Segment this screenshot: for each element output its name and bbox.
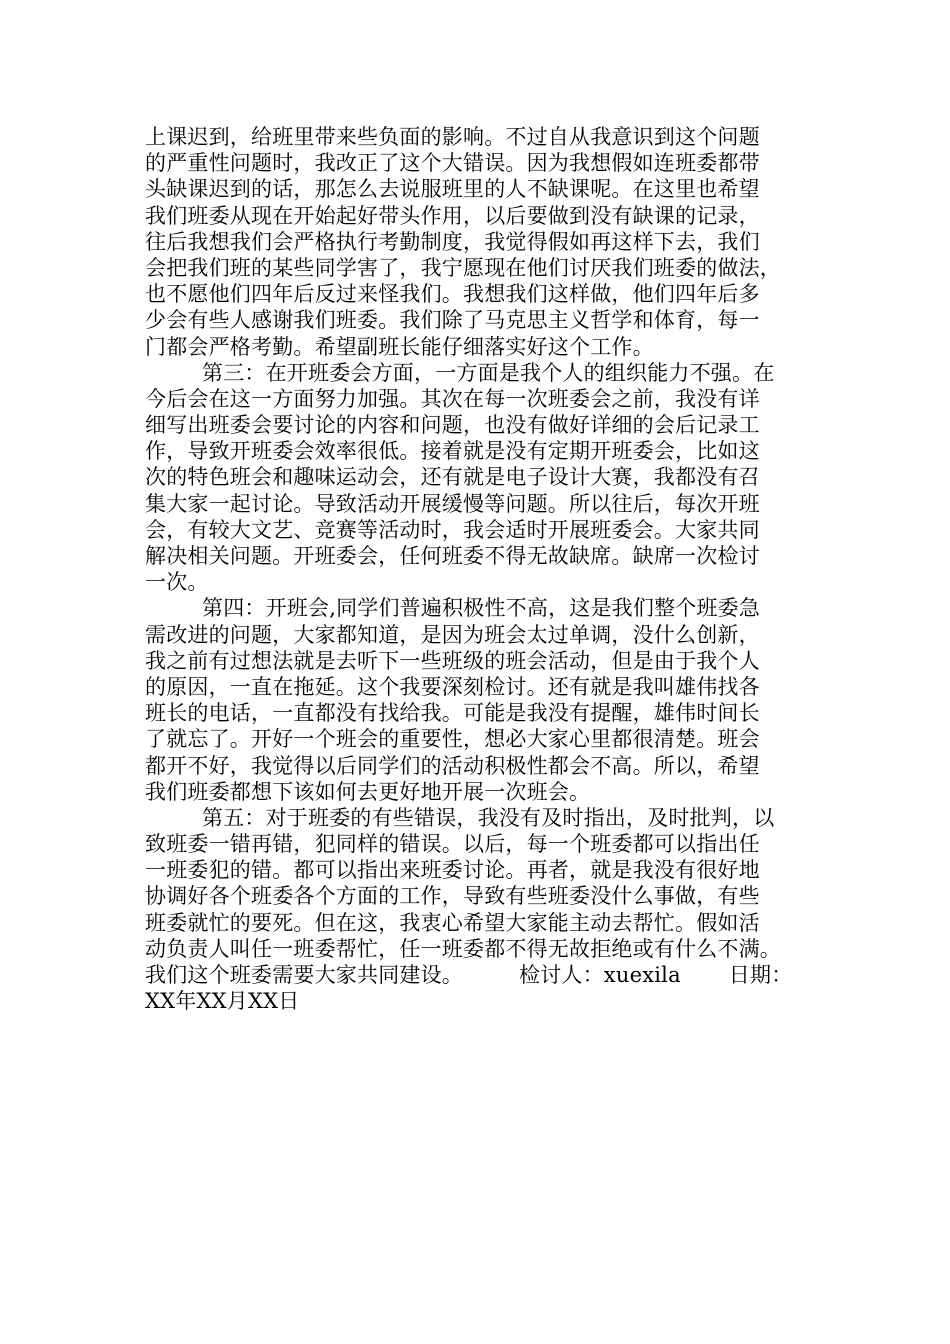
paragraph-fourth-start: 第四：开班会,同学们普遍积极性不高，这是我们整个班委急 (202, 596, 761, 621)
text-line: 需改进的问题，大家都知道，是因为班会太过单调，没什么创新， (145, 622, 760, 647)
text-line: 致班委一错再错，犯同样的错误。以后，每一个班委都可以指出任 (145, 832, 760, 857)
text-line: 班委就忙的要死。但在这，我衷心希望大家能主动去帮忙。假如活 (145, 910, 760, 935)
text-line: 往后我想我们会严格执行考勤制度，我觉得假如再这样下去，我们 (145, 229, 760, 254)
text-line: 的严重性问题时，我改正了这个大错误。因为我想假如连班委都带 (145, 151, 760, 176)
document-body (145, 124, 835, 1014)
text-line: 我之前有过想法就是去听下一些班级的班会活动，但是由于我个人 (145, 648, 760, 673)
text-line: 一次。 (145, 570, 209, 595)
text-line: 会，有较大文艺、竞赛等活动时，我会适时开展班委会。大家共同 (145, 517, 760, 542)
text-line: 上课迟到，给班里带来些负面的影响。不过自从我意识到这个问题 (145, 125, 760, 149)
text-line: 门都会严格考勤。希望副班长能仔细落实好这个工作。 (145, 334, 654, 359)
text-line: 头缺课迟到的话，那怎么去说服班里的人不缺课呢。在这里也希望 (145, 177, 760, 202)
closing-line (145, 962, 835, 988)
signer: 检讨人：xuexila (519, 963, 681, 987)
text-line: 细写出班委会要讨论的内容和问题，也没有做好详细的会后记录工 (145, 413, 760, 438)
date-value: XX年XX月XX日 (145, 989, 300, 1014)
paragraph-fifth-start: 第五：对于班委的有些错误，我没有及时指出，及时批判，以 (202, 805, 775, 830)
text-line: 会把我们班的某些同学害了，我宁愿现在他们讨厌我们班委的做法， (145, 255, 781, 280)
text-line: 了就忘了。开好一个班会的重要性，想必大家心里都很清楚。班会 (145, 727, 760, 752)
text-line: 集大家一起讨论。导致活动开展缓慢等问题。所以往后，每次开班 (145, 491, 760, 516)
text-line: 协调好各个班委各个方面的工作，导致有些班委没什么事做，有些 (145, 884, 760, 909)
date-label: 日期： (728, 963, 793, 987)
text-line: 的原因，一直在拖延。这个我要深刻检讨。还有就是我叫雄伟找各 (145, 674, 760, 699)
text-line: 次的特色班会和趣味运动会，还有就是电子设计大赛，我都没有召 (145, 465, 760, 490)
text-line: 一班委犯的错。都可以指出来班委讨论。再者，就是我没有很好地 (145, 858, 760, 883)
text-line: 我们班委都想下该如何去更好地开展一次班会。 (145, 779, 591, 804)
closing-text: 我们这个班委需要大家共同建设。 (145, 963, 463, 987)
text-line: 也不愿他们四年后反过来怪我们。我想我们这样做，他们四年后多 (145, 282, 760, 307)
text-line: 少会有些人感谢我们班委。我们除了马克思主义哲学和体育，每一 (145, 308, 760, 333)
text-line: 作，导致开班委会效率很低。接着就是没有定期开班委会，比如这 (145, 439, 760, 464)
paragraph-third-start: 第三：在开班委会方面，一方面是我个人的组织能力不强。在 (202, 360, 775, 385)
text-line: 解决相关问题。开班委会，任何班委不得无故缺席。缺席一次检讨 (145, 544, 760, 568)
text-line: 我们班委从现在开始起好带头作用，以后要做到没有缺课的记录， (145, 203, 760, 228)
text-line: 都开不好，我觉得以后同学们的活动积极性都会不高。所以，希望 (145, 753, 760, 778)
text-line: 动负责人叫任一班委帮忙，任一班委都不得无故拒绝或有什么不满。 (145, 936, 781, 961)
text-line: 班长的电话，一直都没有找给我。可能是我没有提醒，雄伟时间长 (145, 701, 760, 726)
text-line: 今后会在这一方面努力加强。其次在每一次班委会之前，我没有详 (145, 386, 760, 411)
